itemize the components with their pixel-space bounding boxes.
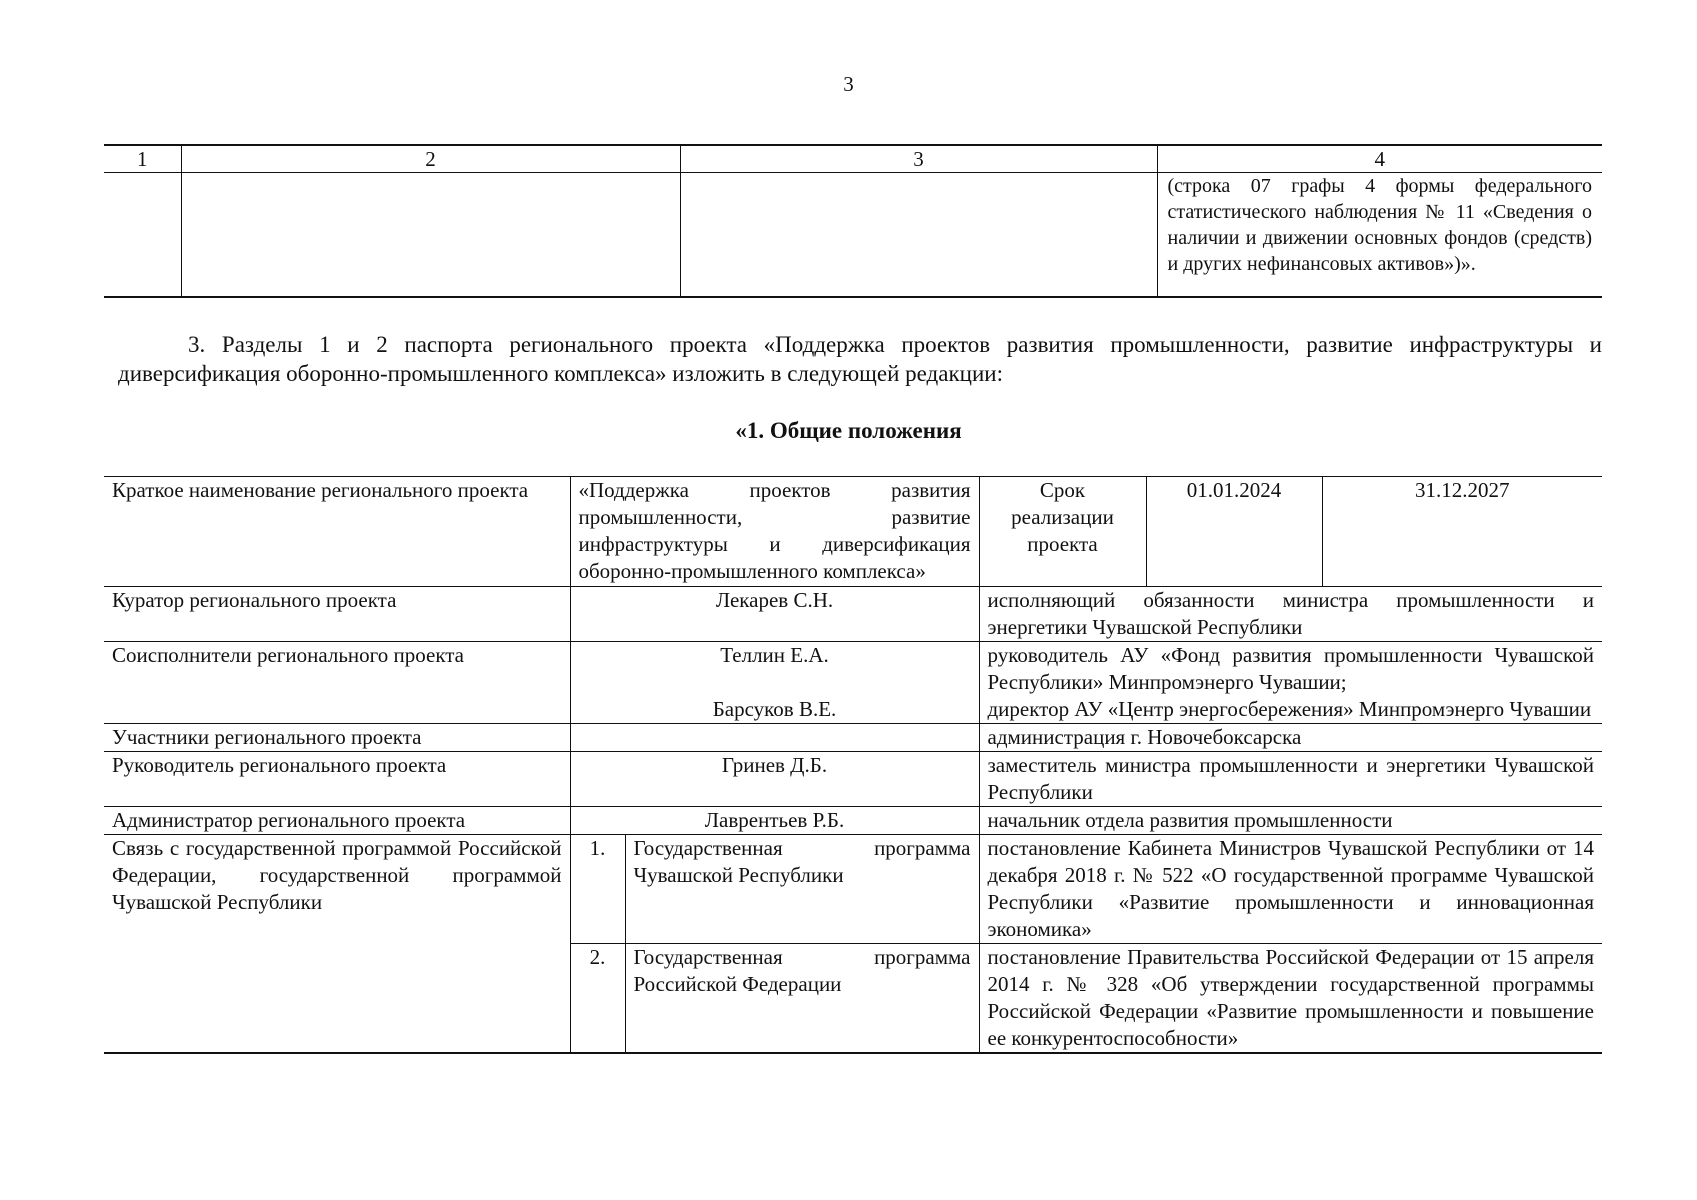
row-label: Связь с государственной программой Российской Федерации, государственной программой Чувашской Республики	[104, 835, 570, 1054]
participants-name	[570, 724, 979, 752]
date-start: 01.01.2024	[1146, 477, 1322, 587]
table-cell: (строка 07 графы 4 формы федерального статистического наблюдения № 11 «Сведения о наличии и движении основных фондов (средств) и других нефинансовых активов»)».	[1157, 173, 1602, 297]
coexecutor-name: Барсуков В.Е.	[712, 697, 837, 721]
table-cell	[181, 173, 680, 297]
admin-name: Лаврентьев Р.Б.	[570, 807, 979, 835]
curator-position: исполняющий обязанности министра промышленности и энергетики Чувашской Республики	[979, 587, 1602, 642]
row-label: Администратор регионального проекта	[104, 807, 570, 835]
admin-position: начальник отдела развития промышленности	[979, 807, 1602, 835]
row-label: Руководитель регионального проекта	[104, 752, 570, 807]
coexecutor-positions	[979, 642, 1602, 724]
table-row	[104, 835, 1602, 944]
program-number: 1.	[570, 835, 625, 944]
page-number: 3	[843, 72, 854, 96]
body-paragraph: 3. Разделы 1 и 2 паспорта регионального проекта «Поддержка проектов развития промышленности, развитие инфраструктуры и диверсификация оборонно-промышленного комплекса» изложить в следующей редакции:	[118, 332, 1602, 386]
head-position: заместитель министра промышленности и энергетики Чувашской Республики	[979, 752, 1602, 807]
table-row	[104, 173, 1602, 297]
participants-value: администрация г. Новочебоксарска	[979, 724, 1602, 752]
program-name: Государственная программа Российской Федерации	[625, 944, 979, 1054]
table-row	[104, 642, 1602, 724]
row-label: Краткое наименование регионального проекта	[104, 477, 570, 587]
table-header-row	[104, 145, 1602, 173]
table-cell	[104, 173, 181, 297]
general-provisions-table	[104, 476, 1602, 1054]
coexecutor-position: руководитель АУ «Фонд развития промышленности Чувашской Республики» Минпромэнерго Чувашии;	[987, 643, 1594, 694]
head-name: Гринев Д.Б.	[570, 752, 979, 807]
table-row	[104, 807, 1602, 835]
project-short-name: «Поддержка проектов развития промышленности, развитие инфраструктуры и диверсификация оборонно-промышленного комплекса»	[570, 477, 979, 587]
program-document: постановление Правительства Российской Федерации от 15 апреля 2014 г. № 328 «Об утверждении государственной программы Российской Федерации «Развитие промышленности и повышение ее конкурентоспособности»	[979, 944, 1602, 1054]
coexecutor-name: Теллин Е.А.	[720, 643, 829, 667]
section-title: «1. Общие положения	[735, 418, 962, 443]
table-row	[104, 752, 1602, 807]
table-row	[104, 587, 1602, 642]
column-header: 4	[1157, 145, 1602, 173]
program-document: постановление Кабинета Министров Чувашской Республики от 14 декабря 2018 г. № 522 «О государственной программе Чувашской Республики «Развитие промышленности и инновационная экономика»	[979, 835, 1602, 944]
table-row	[104, 477, 1602, 587]
column-header: 3	[680, 145, 1157, 173]
row-label: Участники регионального проекта	[104, 724, 570, 752]
date-end: 31.12.2027	[1322, 477, 1602, 587]
coexecutor-names	[570, 642, 979, 724]
term-label: Срок реализации проекта	[979, 477, 1146, 587]
column-header: 1	[104, 145, 181, 173]
coexecutor-position: директор АУ «Центр энергосбережения» Минпромэнерго Чувашии	[987, 697, 1592, 721]
continuation-table	[104, 144, 1602, 298]
table-row	[104, 724, 1602, 752]
curator-name: Лекарев С.Н.	[570, 587, 979, 642]
program-name: Государственная программа Чувашской Республики	[625, 835, 979, 944]
program-number: 2.	[570, 944, 625, 1054]
row-label: Соисполнители регионального проекта	[104, 642, 570, 724]
table-cell	[680, 173, 1157, 297]
row-label: Куратор регионального проекта	[104, 587, 570, 642]
column-header: 2	[181, 145, 680, 173]
